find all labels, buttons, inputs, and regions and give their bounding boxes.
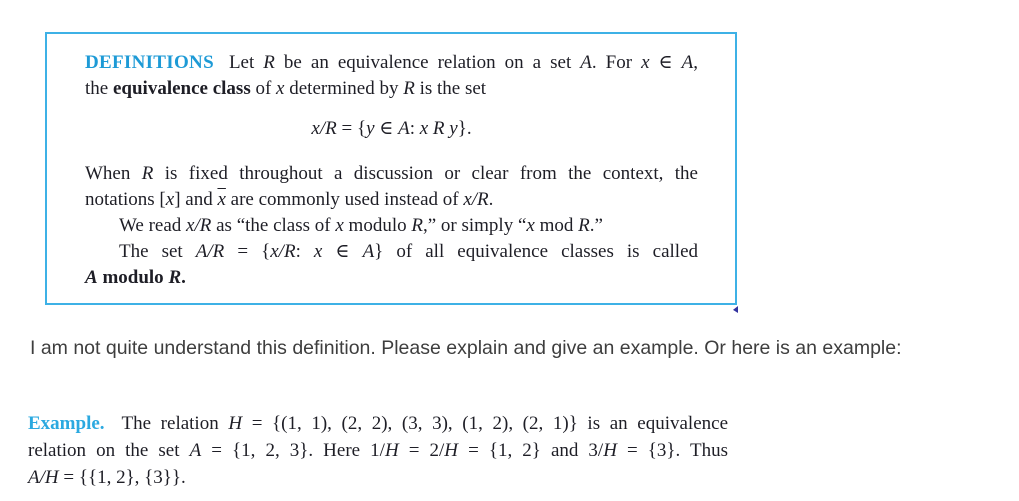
text-segment: = 2/: [398, 440, 445, 461]
text-segment: = {1, 2} and 3/: [458, 440, 604, 461]
text-segment: be an equivalence relation on a set: [274, 52, 581, 73]
text-segment: is the set: [414, 78, 487, 99]
definition-line-2: [85, 76, 698, 102]
user-question-text: I am not quite understand this definition. Please explain and give an example. Or here is an example:: [30, 337, 902, 359]
text-segment: H: [444, 440, 459, 461]
text-segment: Let: [228, 52, 264, 73]
text-segment: x R y: [419, 118, 458, 139]
definition-box: [45, 32, 737, 305]
text-segment: = {(1, 1), (2, 2), (3, 3), (1, 2), (2, 1)} is an equivalence: [242, 413, 728, 434]
text-segment: $\overline{x}$: [217, 189, 226, 210]
text-segment: H: [603, 440, 617, 461]
text-segment: :: [409, 118, 420, 139]
example-line-1: [28, 410, 728, 437]
text-segment: ,: [693, 52, 698, 73]
text-segment: = {: [224, 241, 271, 262]
definition-line-5: [85, 213, 698, 239]
text-segment: x: [165, 189, 175, 210]
text-segment: The relation: [121, 413, 229, 434]
definition-line-6: [85, 239, 698, 265]
text-segment: A: [681, 52, 694, 73]
text-segment: :: [295, 241, 314, 262]
definitions-heading: DEFINITIONS: [85, 52, 214, 73]
text-segment: the: [85, 78, 113, 99]
text-segment: A: [398, 118, 410, 139]
text-segment: = {3}. Thus: [616, 440, 728, 461]
example-block: [28, 410, 728, 491]
text-segment: ] and: [174, 189, 218, 210]
text-segment: x/R: [186, 215, 212, 236]
text-segment: equivalence class: [112, 78, 251, 99]
cursor-artifact: [733, 306, 738, 313]
definition-line-7: [85, 265, 698, 291]
text-segment: . For: [591, 52, 642, 73]
text-segment: ∈: [322, 241, 363, 262]
definition-line-1: [85, 50, 698, 76]
text-segment: modulo: [343, 215, 412, 236]
text-segment: A: [85, 267, 98, 288]
equivalence-class-formula: [85, 116, 698, 142]
text-segment: .: [181, 267, 186, 288]
example-line-3: [28, 464, 728, 491]
text-segment: determined by: [284, 78, 404, 99]
definition-line-3: [85, 161, 698, 187]
text-segment: R: [578, 215, 590, 236]
text-segment: R: [168, 267, 182, 288]
text-segment: = {: [336, 118, 367, 139]
text-segment: A/H: [28, 467, 59, 488]
text-segment: relation on the set: [28, 440, 190, 461]
text-segment: }.: [457, 118, 472, 139]
text-segment: A/R: [195, 241, 225, 262]
example-line-2: [28, 437, 728, 464]
text-segment: A: [362, 241, 375, 262]
text-segment: When: [85, 163, 142, 184]
text-segment: notations [: [85, 189, 166, 210]
text-segment: .”: [589, 215, 603, 236]
text-segment: of: [250, 78, 277, 99]
text-segment: ∈: [649, 52, 682, 73]
text-segment: x: [641, 52, 650, 73]
example-label: Example.: [28, 413, 105, 434]
text-segment: is fixed throughout a discussion or clear from the context, the: [153, 163, 698, 184]
text-segment: ∈: [374, 118, 399, 139]
text-segment: x/R: [311, 118, 337, 139]
text-segment: = {{1, 2}, {3}}.: [58, 467, 186, 488]
text-segment: x/R: [463, 189, 489, 210]
text-segment: R: [141, 163, 154, 184]
text-segment: x: [276, 78, 285, 99]
text-segment: x: [313, 241, 323, 262]
text-segment: are commonly used instead of: [225, 189, 464, 210]
text-segment: R: [411, 215, 423, 236]
text-segment: The set: [119, 241, 196, 262]
text-segment: A: [189, 440, 202, 461]
text-segment: } of all equivalence classes is called: [374, 241, 698, 262]
text-segment: .: [488, 189, 494, 210]
text-segment: ,” or simply “: [422, 215, 527, 236]
text-segment: H: [384, 440, 399, 461]
text-segment: x: [526, 215, 535, 236]
text-segment: as “the class of: [211, 215, 336, 236]
definition-line-4: [85, 187, 698, 213]
text-segment: H: [228, 413, 243, 434]
text-segment: x/R: [270, 241, 296, 262]
text-segment: A: [580, 52, 592, 73]
text-segment: x: [335, 215, 344, 236]
text-segment: y: [366, 118, 375, 139]
text-segment: mod: [534, 215, 579, 236]
text-segment: = {1, 2, 3}. Here 1/: [201, 440, 385, 461]
text-segment: R: [263, 52, 275, 73]
text-segment: We read: [119, 215, 187, 236]
text-segment: modulo: [102, 267, 164, 288]
text-segment: R: [403, 78, 415, 99]
